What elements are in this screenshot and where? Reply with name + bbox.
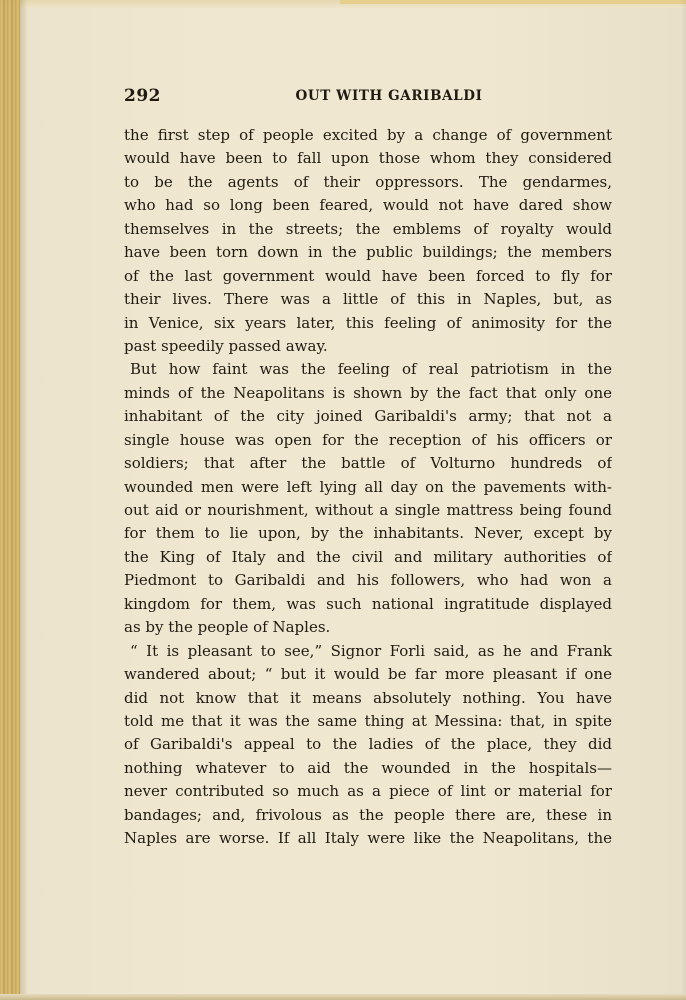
text-line: wounded men were left lying all day on the pavements with- (124, 477, 612, 496)
text-line: single house was open for the reception of his officers or (124, 430, 612, 449)
text-line: wandered about; “ but it would be far more pleasant if one (124, 665, 612, 684)
text-line: have been torn down in the public buildings; the members (124, 243, 612, 262)
text-line: out aid or nourishment, without a single mattress being found (124, 501, 612, 519)
text-line: Naples are worse. If all Italy were like the Neapolitans, the (124, 829, 612, 848)
text-line: of the last government would have been forced to fly for (124, 266, 612, 285)
text-line: minds of the Neapolitans is shown by the fact that only one (124, 383, 612, 402)
text-line: of Garibaldi's appeal to the ladies of the place, they did (124, 735, 612, 754)
text-line: bandages; and, frivolous as the people there are, these in (124, 805, 612, 824)
text-line: in Venice, six years later, this feeling of animosity for the (124, 313, 612, 332)
text-line: inhabitant of the city joined Garibaldi's army; that not a (124, 407, 612, 426)
text-line: themselves in the streets; the emblems of royalty would (124, 219, 612, 238)
text-line: never contributed so much as a piece of lint or material for (124, 782, 612, 801)
text-line: for them to lie upon, by the inhabitants. Never, except by (124, 524, 612, 543)
text-line: soldiers; that after the battle of Volturno hundreds of (124, 454, 612, 473)
text-line: “ It is pleasant to see,” Signor Forli said, as he and Frank (130, 641, 612, 660)
text-line: the first step of people excited by a change of government (124, 126, 612, 144)
page-number: 292 (124, 86, 161, 106)
text-line: kingdom for them, was such national ingratitude displayed (124, 594, 612, 613)
text-line: as by the people of Naples. (124, 618, 331, 637)
book-spine-edge (0, 0, 20, 1000)
page-top-edge (0, 0, 686, 8)
page-header (124, 86, 612, 112)
text-line: their lives. There was a little of this in Naples, but, as (124, 290, 612, 309)
page-bottom-edge (0, 994, 686, 1000)
page-edge-shadow (680, 0, 686, 1000)
text-line: who had so long been feared, would not have dared show (124, 196, 612, 215)
text-line: But how faint was the feeling of real patriotism in the (130, 360, 612, 379)
text-line: did not know that it means absolutely nothing. You have (124, 688, 612, 707)
text-line: past speedily passed away. (124, 336, 328, 355)
text-line: told me that it was the same thing at Messina: that, in spite (124, 711, 612, 730)
text-line: to be the agents of their oppressors. The gendarmes, (124, 172, 612, 191)
text-line: the King of Italy and the civil and military authorities of (124, 547, 612, 566)
text-line: nothing whatever to aid the wounded in the hospitals— (124, 758, 612, 777)
text-line: would have been to fall upon those whom they considered (124, 149, 612, 168)
body-text (124, 124, 612, 851)
running-head: OUT WITH GARIBALDI (295, 88, 483, 104)
text-line: Piedmont to Garibaldi and his followers, who had won a (124, 571, 612, 590)
